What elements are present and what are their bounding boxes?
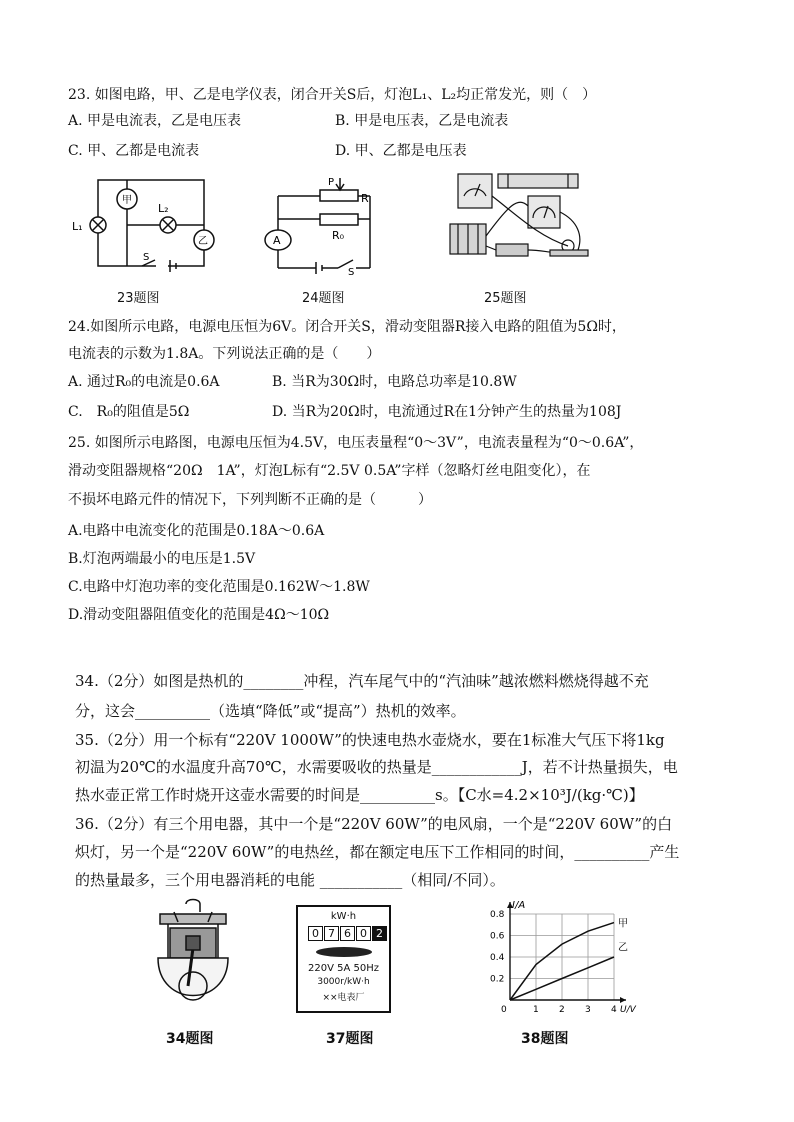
q36-line2: 炽灯，另一个是“220V 60W”的电热丝，都在额定电压下工作相同的时间，__________产生 bbox=[75, 843, 680, 861]
fig37-spec2: 3000r/kW·h bbox=[317, 977, 370, 987]
fig24-circuit bbox=[258, 176, 383, 276]
fig23-jia-label: 甲 bbox=[122, 195, 132, 206]
q25-option-b: B.灯泡两端最小的电压是1.5V bbox=[68, 551, 256, 567]
fig38-y-axis-label: I/A bbox=[512, 900, 526, 911]
fig37-caption: 37题图 bbox=[326, 1031, 374, 1047]
fig24-ammeter-label: A bbox=[273, 234, 281, 247]
fig37-meter-panel bbox=[296, 905, 391, 1013]
fig38-xtick-label: 2 bbox=[559, 1005, 565, 1015]
fig24-r0-label: R₀ bbox=[332, 229, 345, 242]
q34-line1: 34.（2分）如图是热机的________冲程，汽车尾气中的“汽油味”越浓燃料燃烧得越不充 bbox=[75, 672, 649, 690]
fig37-digit: 0 bbox=[308, 926, 323, 941]
fig37-reading bbox=[308, 926, 387, 941]
fig37-rotor-disc bbox=[316, 947, 372, 957]
fig38-x-axis-arrow bbox=[620, 997, 626, 1003]
q23-option-c: C. 甲、乙都是电流表 bbox=[68, 143, 200, 159]
q23-option-a: A. 甲是电流表，乙是电压表 bbox=[68, 113, 242, 129]
fig34-engine-drawing bbox=[148, 898, 238, 1016]
q24-option-a: A. 通过R₀的电流是0.6A bbox=[68, 374, 220, 390]
fig38-xtick-label: 0 bbox=[501, 1005, 507, 1015]
q36-line3: 的热量最多，三个用电器消耗的电能 ___________（相同/不同）。 bbox=[75, 871, 505, 889]
fig25-caption: 25题图 bbox=[484, 291, 527, 306]
fig38-ytick-label: 0.8 bbox=[490, 910, 505, 920]
fig24-r-label: R bbox=[361, 192, 369, 205]
q25-option-a: A.电路中电流变化的范围是0.18A～0.6A bbox=[68, 523, 325, 539]
fig38-ytick-label: 0.4 bbox=[490, 953, 505, 963]
q36-line1: 36.（2分）有三个用电器，其中一个是“220V 60W”的电风扇，一个是“220V 60W”的白 bbox=[75, 815, 673, 833]
q25-stem-line1: 25. 如图所示电路图，电源电压恒为4.5V，电压表量程“0～3V”，电流表量程为“0～0.6A”， bbox=[68, 435, 644, 451]
q25-option-d: D.滑动变阻器阻值变化的范围是4Ω～10Ω bbox=[68, 607, 330, 623]
q35-line1: 35.（2分）用一个标有“220V 1000W”的快速电热水壶烧水，要在1标准大气压下将1kg bbox=[75, 731, 665, 749]
q23-stem: 23. 如图电路，甲、乙是电学仪表，闭合开关S后，灯泡L₁、L₂均正常发光，则（ ） bbox=[68, 87, 597, 103]
fig38-xtick-label: 3 bbox=[585, 1005, 591, 1015]
fig37-digit: 7 bbox=[324, 926, 339, 941]
fig37-digit: 6 bbox=[340, 926, 355, 941]
fig38-ytick-label: 0.6 bbox=[490, 931, 505, 942]
q35-line3: 热水壶正常工作时烧开这壶水需要的时间是__________s。【C水=4.2×10³J/(kg·℃)】 bbox=[75, 786, 644, 804]
fig24-s-label: S bbox=[348, 267, 355, 276]
q35-line2: 初温为20℃的水温度升高70℃，水需要吸收的热量是____________J，若不计热量损失，电 bbox=[75, 758, 678, 776]
fig24-caption: 24题图 bbox=[302, 291, 345, 306]
fig37-digit-decimal: 2 bbox=[372, 926, 387, 941]
fig24-p-label: P bbox=[328, 177, 335, 188]
fig23-circuit bbox=[70, 172, 220, 277]
q23-option-d: D. 甲、乙都是电压表 bbox=[335, 143, 467, 159]
q25-stem-line3: 不损坏电路元件的情况下，下列判断不正确的是（ ） bbox=[68, 492, 432, 508]
q23-option-b: B. 甲是电压表，乙是电流表 bbox=[335, 113, 509, 129]
fig23-caption: 23题图 bbox=[117, 291, 160, 306]
fig38-series-label-jia: 甲 bbox=[618, 918, 628, 930]
q24-option-b: B. 当R为30Ω时，电路总功率是10.8W bbox=[272, 374, 517, 390]
fig25-apparatus-drawing bbox=[438, 166, 598, 266]
fig37-maker: ××电表厂 bbox=[322, 993, 365, 1003]
q24-option-c: C. R₀的阻值是5Ω bbox=[68, 404, 190, 420]
q34-line2: 分，这会__________（选填“降低”或“提高”）热机的效率。 bbox=[75, 702, 466, 720]
q24-stem-line2: 电流表的示数为1.8A。下列说法正确的是（ ） bbox=[68, 346, 381, 362]
fig38-ytick-label: 0.2 bbox=[490, 974, 505, 985]
fig23-l1-label: L₁ bbox=[72, 220, 83, 233]
fig38-iu-chart bbox=[472, 896, 642, 1021]
q25-option-c: C.电路中灯泡功率的变化范围是0.162W～1.8W bbox=[68, 579, 370, 595]
q24-stem-line1: 24.如图所示电路，电源电压恒为6V。闭合开关S，滑动变阻器R接入电路的阻值为5Ω时， bbox=[68, 319, 626, 335]
fig37-spec1: 220V 5A 50Hz bbox=[308, 963, 379, 974]
fig23-s-label: S bbox=[143, 252, 150, 263]
fig37-unit: kW·h bbox=[330, 911, 357, 922]
fig23-yi-label: 乙 bbox=[198, 236, 208, 247]
fig38-x-axis-label: U/V bbox=[620, 1005, 636, 1015]
fig23-l2-label: L₂ bbox=[158, 202, 169, 215]
fig38-xtick-label: 1 bbox=[533, 1005, 539, 1015]
q24-option-d: D. 当R为20Ω时，电流通过R在1分钟产生的热量为108J bbox=[272, 404, 622, 420]
fig37-digit: 0 bbox=[356, 926, 371, 941]
fig34-caption: 34题图 bbox=[166, 1031, 214, 1047]
fig38-caption: 38题图 bbox=[521, 1031, 569, 1047]
fig38-series-label-yi: 乙 bbox=[618, 942, 628, 954]
q25-stem-line2: 滑动变阻器规格“20Ω 1A”，灯泡L标有“2.5V 0.5A”字样（忽略灯丝电阻变化），在 bbox=[68, 463, 591, 479]
fig38-xtick-label: 4 bbox=[611, 1005, 617, 1015]
